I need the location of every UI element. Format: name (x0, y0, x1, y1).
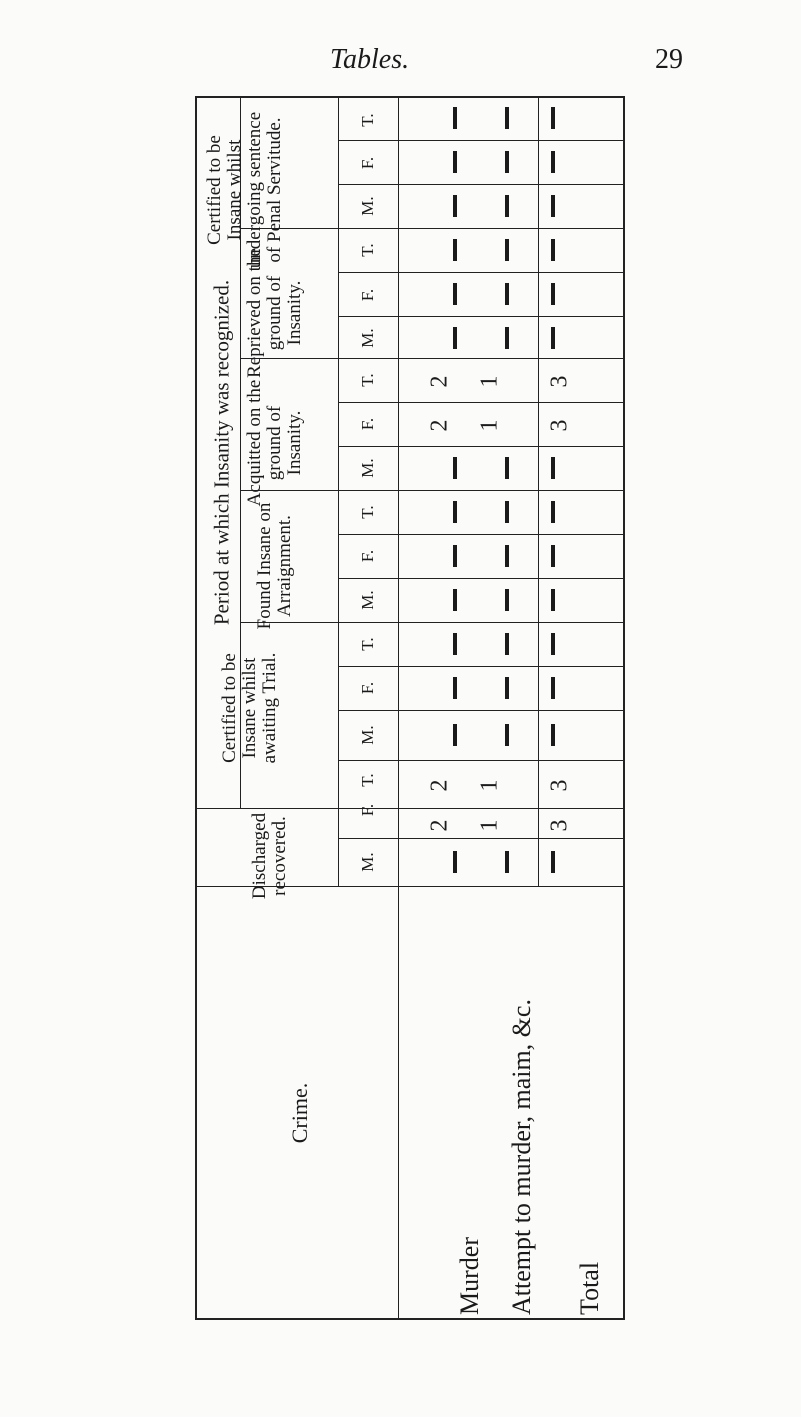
nil-dash (551, 239, 555, 261)
nil-dash (505, 457, 509, 479)
nil-dash (453, 724, 457, 746)
nil-dash (505, 724, 509, 746)
nil-dash (453, 327, 457, 349)
col-header-t: T. (358, 637, 377, 651)
row-label-murder: Murder (455, 1237, 484, 1315)
nil-dash (505, 501, 509, 523)
crime-header: Crime. (287, 1082, 312, 1144)
nil-dash (453, 677, 457, 699)
nil-dash (551, 677, 555, 699)
cell-acquitted-total-t: 3 (546, 375, 573, 388)
cell-acquitted-total-f: 3 (546, 419, 573, 432)
cell-discharged-total-t: 3 (546, 779, 573, 792)
group-label-reprieved: Reprieved on the ground of Insanity. (244, 248, 305, 378)
cell-acquitted-murder-f: 2 (426, 419, 453, 432)
nil-dash (551, 589, 555, 611)
nil-dash (453, 457, 457, 479)
col-header-f: F. (358, 803, 377, 817)
row-label-attempt: Attempt to murder, maim, &c. (507, 999, 536, 1315)
group-label-found-insane: Found Insane on Arraignment. (254, 502, 295, 630)
col-header-t: T. (358, 773, 377, 787)
col-header-t: T. (358, 113, 377, 127)
nil-dash (453, 633, 457, 655)
nil-dash (551, 327, 555, 349)
group-label-penal-servitude: Certified to be Insane whilst undergoing sentence of Penal Servitude. (204, 111, 285, 269)
col-header-f: F. (358, 417, 377, 431)
nil-dash (505, 239, 509, 261)
col-header-f: F. (358, 288, 377, 302)
col-header-f: F. (358, 156, 377, 170)
nil-dash (551, 851, 555, 873)
nil-dash (551, 457, 555, 479)
nil-dash (453, 195, 457, 217)
row-label-total: Total (575, 1261, 604, 1315)
col-header-m: M. (358, 196, 377, 216)
group-label-discharged: Discharged recovered. (249, 812, 290, 900)
period-header: Period at which Insanity was recognized. (209, 279, 234, 626)
nil-dash (453, 107, 457, 129)
running-header-title: Tables. (330, 44, 410, 75)
col-header-m: M. (358, 328, 377, 348)
nil-dash (505, 327, 509, 349)
nil-dash (505, 195, 509, 217)
nil-dash (453, 589, 457, 611)
col-header-m: M. (358, 852, 377, 872)
col-header-t: T. (358, 243, 377, 257)
nil-dash (453, 851, 457, 873)
nil-dash (551, 195, 555, 217)
nil-dash (505, 283, 509, 305)
nil-dash (551, 545, 555, 567)
nil-dash (505, 589, 509, 611)
nil-dash (551, 283, 555, 305)
cell-discharged-murder-t: 2 (426, 779, 453, 792)
cell-discharged-attempt-t: 1 (476, 779, 503, 792)
nil-dash (505, 677, 509, 699)
cell-acquitted-attempt-f: 1 (476, 419, 503, 432)
nil-dash (551, 501, 555, 523)
group-label-acquitted: Acquitted on the ground of Insanity. (244, 379, 305, 507)
cell-acquitted-murder-t: 2 (426, 375, 453, 388)
nil-dash (505, 633, 509, 655)
nil-dash (453, 151, 457, 173)
nil-dash (453, 501, 457, 523)
cell-discharged-total-f: 3 (546, 819, 573, 832)
nil-dash (505, 107, 509, 129)
nil-dash (551, 151, 555, 173)
col-header-t: T. (358, 505, 377, 519)
group-label-awaiting-trial: Certified to be Insane whilst awaiting Trial. (219, 652, 280, 764)
cell-discharged-murder-f: 2 (426, 819, 453, 832)
cell-discharged-attempt-f: 1 (476, 819, 503, 832)
nil-dash (453, 283, 457, 305)
col-header-f: F. (358, 681, 377, 695)
col-header-m: M. (358, 590, 377, 610)
col-header-f: F. (358, 549, 377, 563)
nil-dash (453, 239, 457, 261)
nil-dash (505, 151, 509, 173)
nil-dash (551, 107, 555, 129)
nil-dash (551, 724, 555, 746)
nil-dash (505, 545, 509, 567)
nil-dash (551, 633, 555, 655)
page-number: 29 (655, 44, 683, 75)
nil-dash (453, 545, 457, 567)
col-header-m: M. (358, 725, 377, 745)
cell-acquitted-attempt-t: 1 (476, 375, 503, 388)
col-header-m: M. (358, 458, 377, 478)
nil-dash (505, 851, 509, 873)
col-header-t: T. (358, 373, 377, 387)
